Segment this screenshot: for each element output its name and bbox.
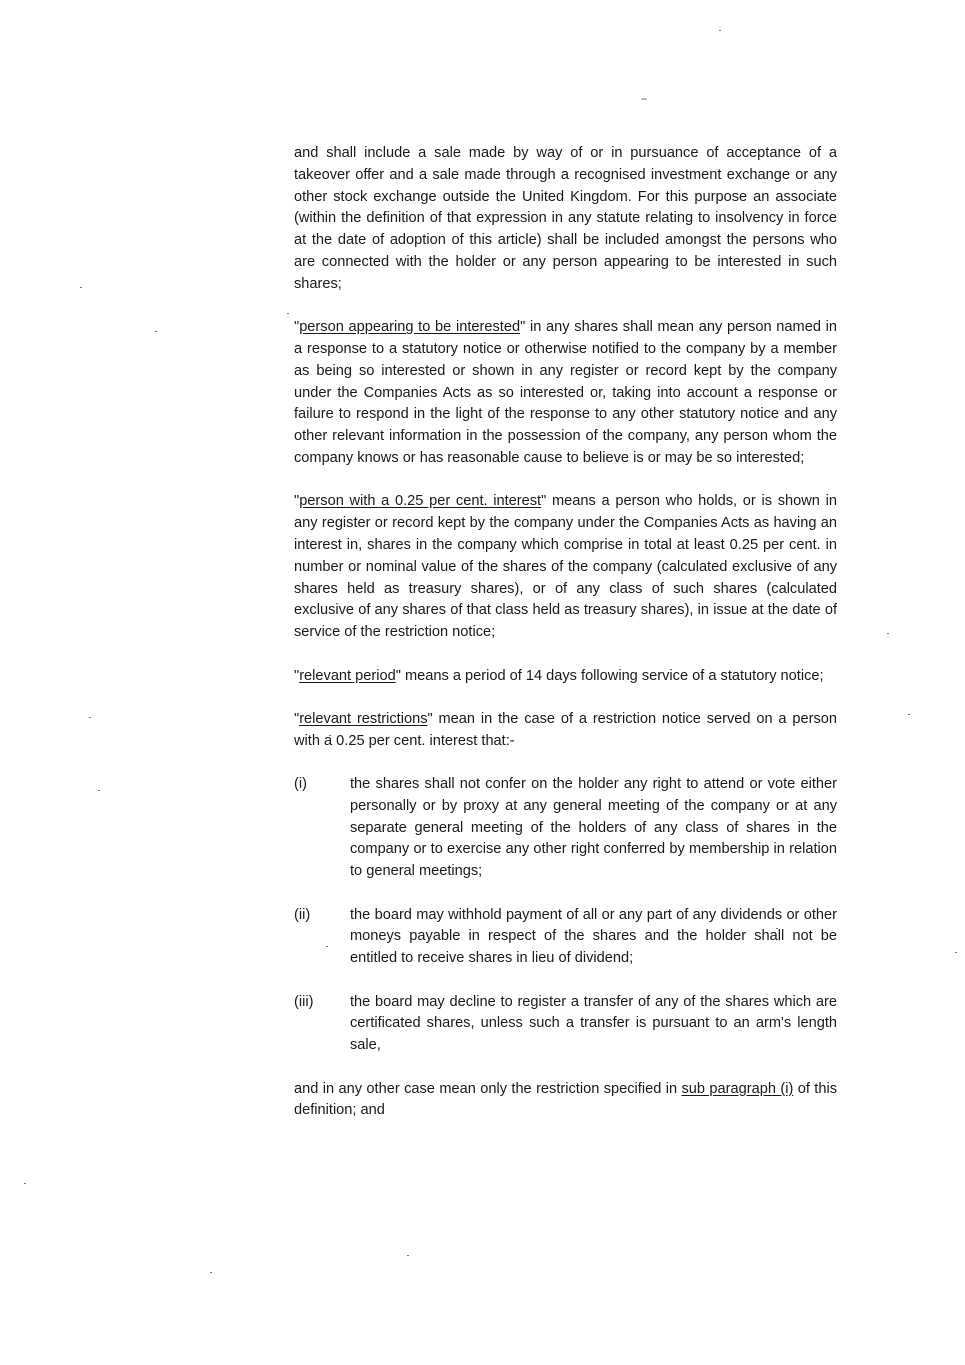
paragraph-text: and in any other case mean only the restriction specified in: [294, 1080, 682, 1097]
paragraph-sale-definition: and shall include a sale made by way of or in pursuance of acceptance of a takeover offer and a sale made through a recognised investment exchange or any other stock exchange outside the United Kingdom. For this purpose an associate (within the definition of that expression in any statute relating to insolvency in force at the date of adoption of this article) shall be included amongst the persons who are connected with the holder or any person appearing to be interested in such shares;: [294, 145, 837, 292]
cross-reference-link: sub paragraph (i): [681, 1080, 794, 1097]
item-number: (i): [294, 776, 307, 793]
paragraph-text: of this definition; and: [294, 1080, 837, 1119]
scan-speck: [407, 1255, 409, 1256]
scan-speck: [719, 30, 721, 31]
scan-speck: [908, 714, 910, 715]
open-quote: ": [294, 493, 300, 510]
definition-text: " in any shares shall mean any person named in a response to a statutory notice or otherwise notified to the company by a member as being so interested or shown in any register or record kept by the company under the Companies Acts as so interested or, taking into account a response or failure to respond in the light of the response to any other statutory notice and any other relevant information in the possession of the company, any person whom the company knows or has reasonable cause to believe is or may be so interested;: [294, 319, 837, 466]
paragraph-other-case: [294, 1079, 837, 1123]
top-mark: --: [641, 93, 647, 105]
definition-relevant-restrictions: [294, 709, 837, 753]
body-text: [294, 143, 837, 1144]
scan-speck: [887, 633, 889, 634]
item-number: (iii): [294, 993, 314, 1010]
defined-term: person with a 0.25 per cent. interest: [299, 493, 542, 510]
open-quote: ": [294, 667, 300, 684]
definition-text: " means a person who holds, or is shown in any register or record kept by the company under the Companies Acts as having an interest in, shares in the company which comprise in total at least 0.25 per cent. in number or nominal value of the shares of the company (calculated exclusive of any shares held as treasury shares), or of any class of such shares (calculated exclusive of any shares of that class held as treasury shares), in issue at the date of service of the restriction notice;: [294, 493, 837, 641]
item-text: the board may decline to register a transfer of any of the shares which are certificated shares, unless such a transfer is pursuant to an arm's length sale,: [350, 993, 837, 1054]
scan-speck: [98, 790, 100, 791]
definition-person-with-interest: [294, 491, 837, 644]
definition-text: " means a period of 14 days following service of a statutory notice;: [395, 667, 824, 684]
list-item: [294, 774, 837, 883]
scan-speck: [80, 287, 82, 288]
list-item: [294, 905, 837, 970]
item-text: the board may withhold payment of all or any part of any dividends or other moneys payable in respect of the shares and the holder shall not be entitled to receive shares in lieu of dividend;: [350, 906, 837, 967]
definition-relevant-period: [294, 666, 837, 688]
scan-speck: [155, 331, 157, 332]
list-item: [294, 992, 837, 1057]
scan-speck: [24, 1183, 26, 1184]
scan-speck: [89, 717, 91, 718]
defined-term: relevant restrictions: [299, 710, 428, 727]
definition-text: " mean in the case of a restriction notice served on a person with a 0.25 per cent. interest that:-: [294, 710, 837, 749]
scan-speck: [210, 1272, 212, 1273]
open-quote: ": [294, 710, 300, 727]
defined-term: relevant period: [299, 667, 396, 684]
item-number: (ii): [294, 906, 311, 923]
definition-person-appearing-interested: [294, 317, 837, 470]
defined-term: person appearing to be interested: [299, 319, 521, 336]
item-text: the shares shall not confer on the holder any right to attend or vote either personally or by proxy at any general meeting of the company or at any separate general meeting of the holders of any class of shares in the company or to exercise any other right conferred by membership in relation to general meetings;: [350, 776, 837, 880]
scan-speck: [287, 313, 289, 314]
open-quote: ": [294, 319, 300, 336]
scan-speck: [955, 952, 957, 953]
